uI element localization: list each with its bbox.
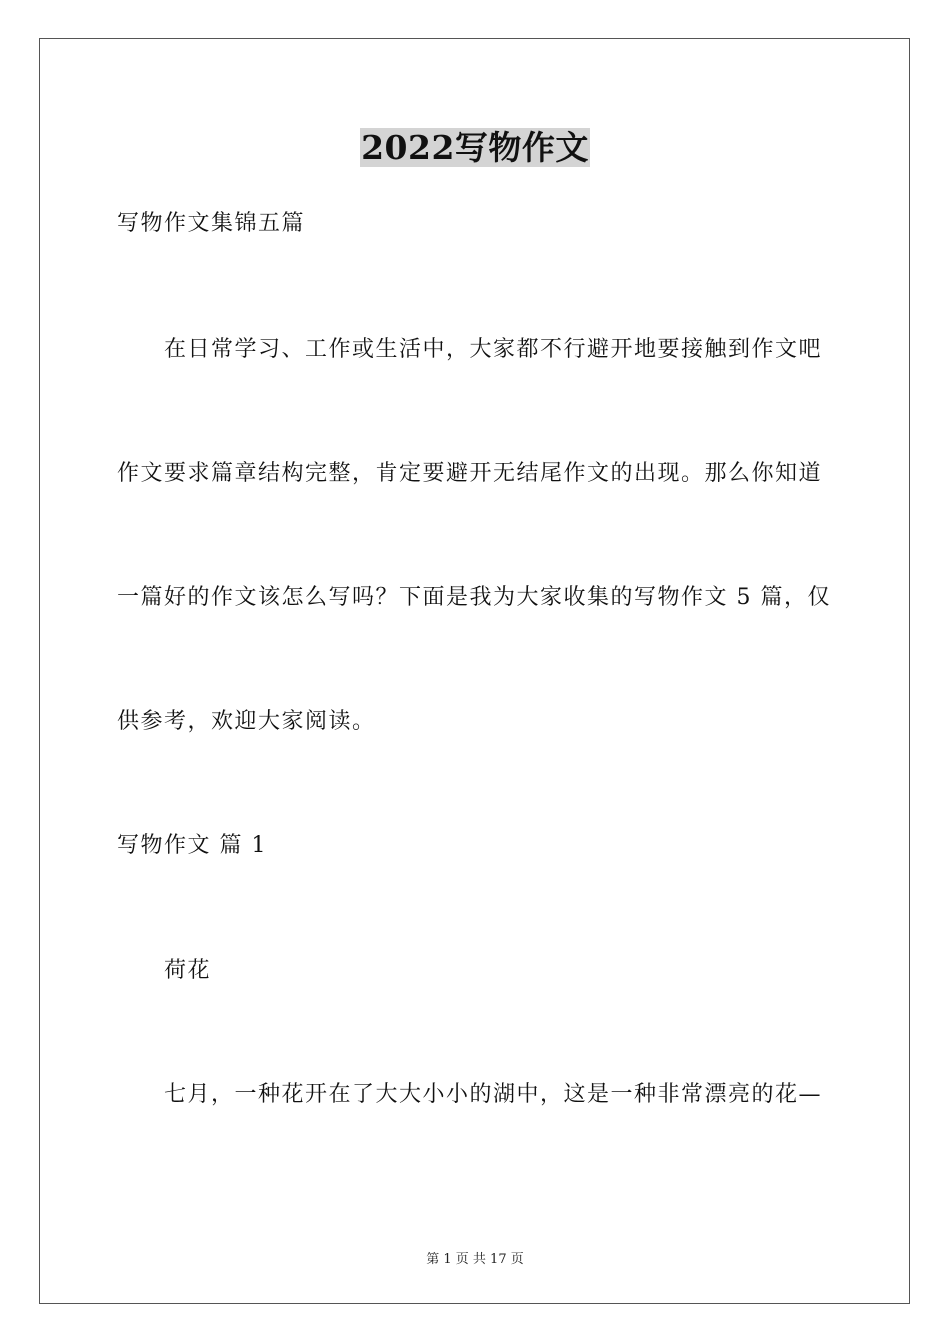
document-subtitle: 写物作文集锦五篇 xyxy=(117,211,306,236)
intro-line-2: 作文要求篇章结构完整，肯定要避开无结尾作文的出现。那么你知道 xyxy=(117,461,823,486)
essay-line-1: 七月，一种花开在了大大小小的湖中，这是一种非常漂亮的花— xyxy=(164,1082,823,1107)
essay-title: 荷花 xyxy=(164,958,212,983)
section-heading: 写物作文 篇 1 xyxy=(117,833,267,858)
document-title-wrap xyxy=(0,128,950,168)
intro-line-1: 在日常学习、工作或生活中，大家都不行避开地要接触到作文吧 xyxy=(164,337,823,362)
document-title: 2022写物作文 xyxy=(361,128,589,167)
page-number: 第 1 页 共 17 页 xyxy=(426,1252,524,1267)
intro-line-4: 供参考，欢迎大家阅读。 xyxy=(117,709,376,734)
intro-line-3: 一篇好的作文该怎么写吗？下面是我为大家收集的写物作文 5 篇，仅 xyxy=(117,585,831,610)
